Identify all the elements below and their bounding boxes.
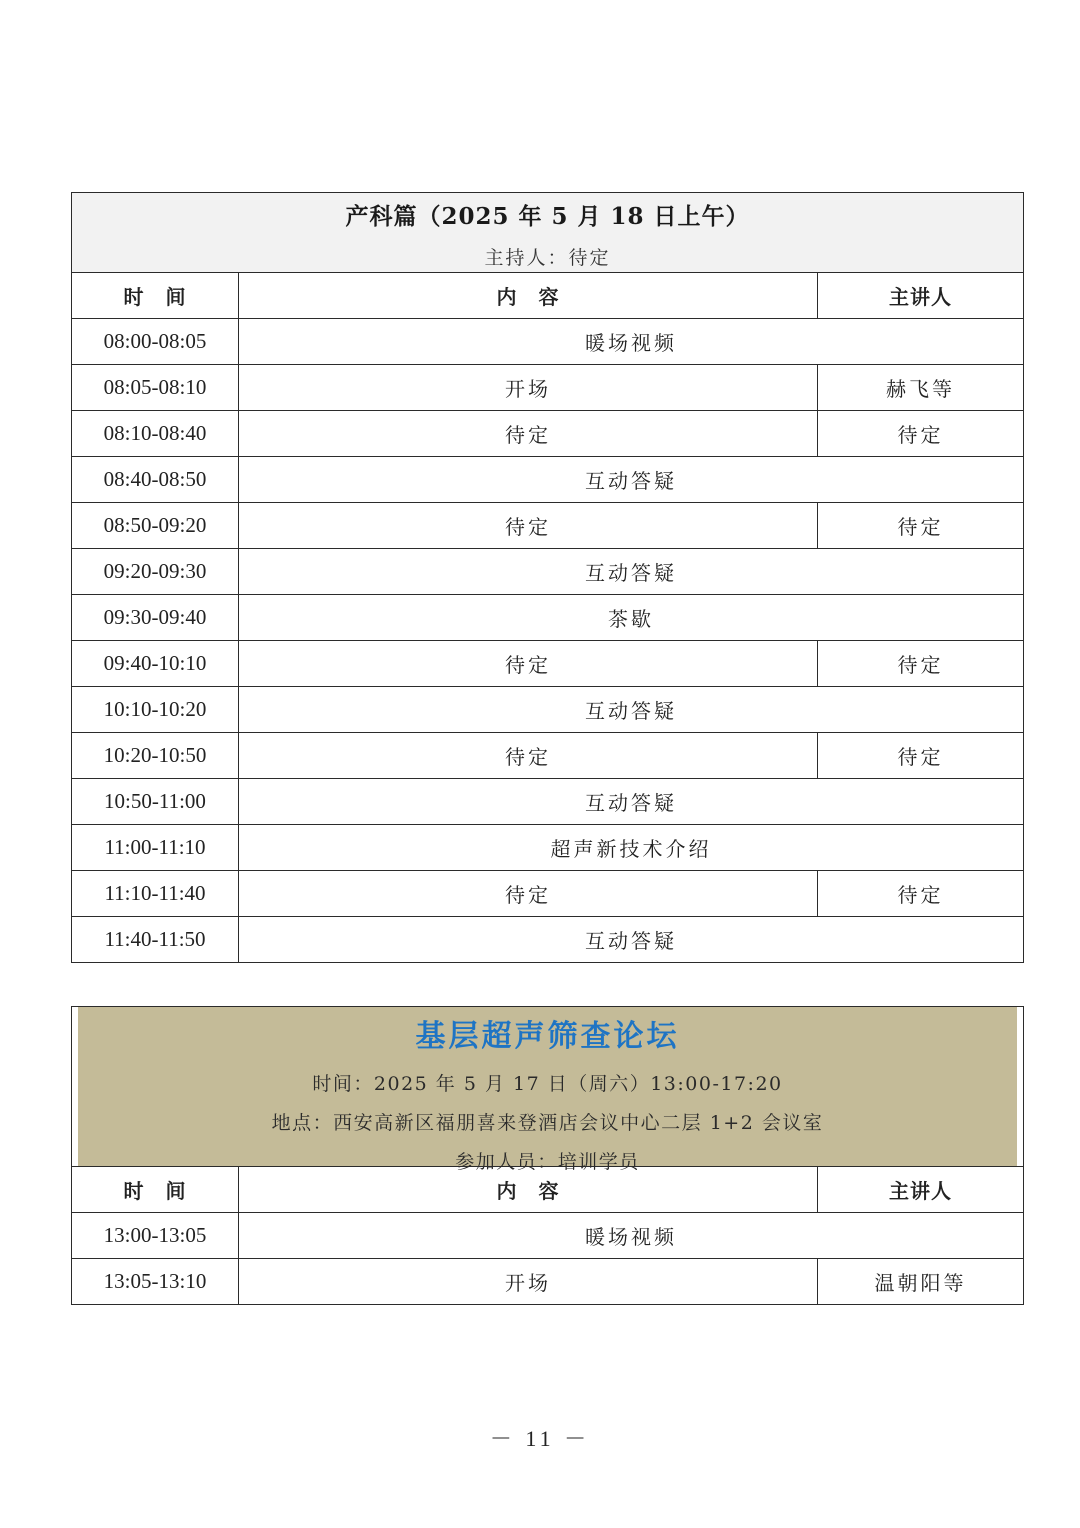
- forum-header-band: [78, 1007, 1017, 1173]
- content-cell: 互动答疑: [239, 687, 1024, 733]
- column-header-time: [72, 273, 239, 319]
- speaker-cell: 待定: [818, 411, 1024, 457]
- table-row: [72, 457, 1024, 503]
- speaker-cell: 待定: [818, 641, 1024, 687]
- host-line: 主持人：待定: [484, 246, 611, 269]
- content-cell: 待定: [239, 641, 818, 687]
- table-row: [72, 365, 1024, 411]
- speaker-cell: 待定: [818, 871, 1024, 917]
- column-header-speaker-label: 主讲人: [889, 285, 952, 309]
- column-header-time: [72, 1167, 239, 1213]
- column-header-content-label: 内 容: [496, 1179, 560, 1203]
- speaker-cell: 待定: [818, 503, 1024, 549]
- content-cell: 开场: [239, 1259, 818, 1305]
- forum-header: [72, 1007, 1024, 1173]
- time-cell: 13:00-13:05: [72, 1213, 239, 1259]
- speaker-cell: 赫飞等: [818, 365, 1024, 411]
- table-row: [72, 733, 1024, 779]
- column-header-time-label: 时 间: [123, 1179, 187, 1203]
- content-cell: 超声新技术介绍: [239, 825, 1024, 871]
- column-header-content: [239, 273, 818, 319]
- speaker-cell: 温朝阳等: [818, 1259, 1024, 1305]
- time-cell: 08:50-09:20: [72, 503, 239, 549]
- time-cell: 13:05-13:10: [72, 1259, 239, 1305]
- time-cell: 11:10-11:40: [72, 871, 239, 917]
- content-cell: 待定: [239, 871, 818, 917]
- section-title: 产科篇（2025 年 5 月 18 日上午）: [345, 202, 750, 230]
- time-cell: 10:20-10:50: [72, 733, 239, 779]
- column-header-speaker: [818, 1167, 1024, 1213]
- content-cell: 待定: [239, 503, 818, 549]
- time-cell: 09:20-09:30: [72, 549, 239, 595]
- forum-attendees-line: 参加人员：培训学员: [455, 1151, 640, 1173]
- content-cell: 暖场视频: [239, 319, 1024, 365]
- speaker-cell: 待定: [818, 733, 1024, 779]
- content-cell: 开场: [239, 365, 818, 411]
- time-cell: 08:05-08:10: [72, 365, 239, 411]
- table-row: [72, 641, 1024, 687]
- forum-time-line: 时间：2025 年 5 月 17 日（周六）13:00-17:20: [312, 1073, 783, 1095]
- schedule-table-grassroots-forum: [71, 1006, 1024, 1305]
- time-cell: 08:40-08:50: [72, 457, 239, 503]
- content-cell: 待定: [239, 733, 818, 779]
- time-cell: 10:10-10:20: [72, 687, 239, 733]
- time-cell: 11:00-11:10: [72, 825, 239, 871]
- table-row: [72, 871, 1024, 917]
- table-row: [72, 1213, 1024, 1259]
- table-row: [72, 687, 1024, 733]
- time-cell: 11:40-11:50: [72, 917, 239, 963]
- table-row: [72, 549, 1024, 595]
- time-cell: 09:40-10:10: [72, 641, 239, 687]
- schedule-table-obstetrics: [71, 192, 1024, 963]
- forum-place-line: 地点：西安高新区福朋喜来登酒店会议中心二层 1+2 会议室: [271, 1112, 824, 1134]
- section-header: [72, 193, 1024, 273]
- content-cell: 暖场视频: [239, 1213, 1024, 1259]
- column-header-row: [72, 273, 1024, 319]
- content-cell: 互动答疑: [239, 917, 1024, 963]
- time-cell: 08:10-08:40: [72, 411, 239, 457]
- time-cell: 08:00-08:05: [72, 319, 239, 365]
- table-row: [72, 917, 1024, 963]
- content-cell: 互动答疑: [239, 779, 1024, 825]
- time-cell: 10:50-11:00: [72, 779, 239, 825]
- content-cell: 互动答疑: [239, 549, 1024, 595]
- content-cell: 茶歇: [239, 595, 1024, 641]
- table-row: [72, 595, 1024, 641]
- page-number: － 11 －: [489, 1426, 591, 1451]
- table-row: [72, 319, 1024, 365]
- table-row: [72, 1259, 1024, 1305]
- table-row: [72, 411, 1024, 457]
- forum-title: 基层超声筛查论坛: [415, 1019, 680, 1054]
- table-row: [72, 503, 1024, 549]
- table-row: [72, 779, 1024, 825]
- column-header-time-label: 时 间: [123, 285, 187, 309]
- table-row: [72, 825, 1024, 871]
- column-header-speaker: [818, 273, 1024, 319]
- column-header-speaker-label: 主讲人: [889, 1179, 953, 1203]
- content-cell: 互动答疑: [239, 457, 1024, 503]
- time-cell: 09:30-09:40: [72, 595, 239, 641]
- content-cell: 待定: [239, 411, 818, 457]
- column-header-content-label: 内 容: [496, 285, 560, 309]
